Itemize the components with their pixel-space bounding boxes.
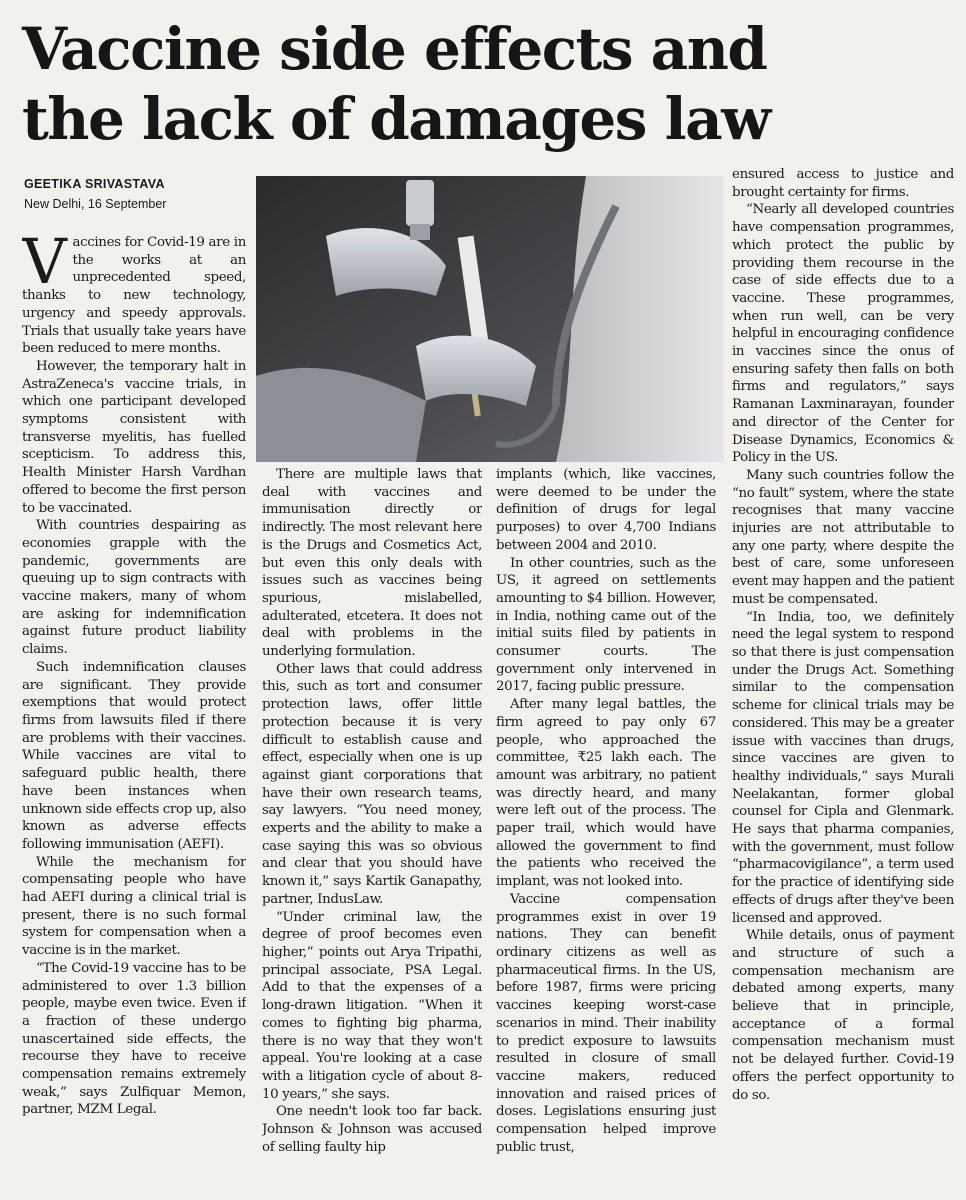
vaccine-syringe-photo [256,176,724,462]
article-paragraph: “Under criminal law, the degree of proof becomes even higher,” points out Arya Tripathi, principal associate, PSA Legal. Add to that the expenses of a long-drawn litigation. “When it comes to fighting big pharma, there is no way that they won't appeal. You're looking at a case with a litigation cycle of about 8-10 years,” she says. [262,909,482,1102]
article-paragraph: Vaccine compensation programmes exist in over 19 nations. They can benefit ordinary citizens as well as pharmaceutical firms. In the US, before 1987, firms were pricing vaccines keeping worst-case scenarios in mind. Their inability to predict exposure to lawsuits resulted in closure of small vaccine makers, reduced innovation and raised prices of doses. Legislations ensuring just compensation helped improve public trust, [496,891,716,1155]
author-name: GEETIKA SRIVASTAVA [24,177,165,191]
article-paragraph: implants (which, like vaccines, were deemed to be under the definition of drugs for legal purposes) to over 4,700 Indians between 2004 and 2010. [496,467,716,553]
article-column-2 [262,466,482,1196]
article-paragraph: While the mechanism for compensating people who have had AEFI during a clinical trial is present, there is no such formal system for compensation when a vaccine is in the market. [22,854,246,959]
article-paragraph: ensured access to justice and brought certainty for firms. [732,167,954,200]
article-paragraph: “In India, too, we definitely need the legal system to respond so that there is just compensation under the Drugs Act. Something similar to the compensation scheme for clinical trials may be considered. This may be a greater issue with vaccines than drugs, since vaccines are given to healthy individuals,” says Murali Neelakantan, former global counsel for Cipla and Glenmark. He says that pharma companies, with the government, must follow “pharmacovigilance”, a term used for the practice of identifying side effects of drugs after they've been licensed and approved. [732,609,954,926]
article-paragraph: Other laws that could address this, such as tort and consumer protection laws, offer little protection because it is very difficult to establish cause and effect, especially when one is up against giant corporations that have their own research teams, say lawyers. “You need money, experts and the ability to make a case saying this was so obvious and clear that you should have known it,” says Kartik Ganapathy, partner, IndusLaw. [262,661,482,907]
article-column-4 [732,166,954,1196]
syringe-photo-icon [256,176,724,462]
article-paragraph: With countries despairing as economies grapple with the pandemic, governments are queuing up to sign contracts with vaccine makers, many of whom are asking for indemnification against future product liability claims. [22,518,246,658]
article-column-3 [496,466,716,1196]
dateline: New Delhi, 16 September [24,197,167,211]
article-paragraph: In other countries, such as the US, it agreed on settlements amounting to $4 billion. However, in India, nothing came out of the initial suits filed by patients in consumer courts. The government only intervened in 2017, facing public pressure. [496,555,716,695]
headline-line-2: the lack of damages law [22,85,770,153]
article-paragraph: However, the temporary halt in AstraZeneca's vaccine trials, in which one participant developed symptoms consistent with transverse myelitis, has fuelled scepticism. To address this, Health Minister Harsh Vardhan offered to become the first person to be vaccinated. [22,358,246,516]
byline [24,174,224,214]
article-paragraph: There are multiple laws that deal with vaccines and immunisation directly or indirectly. The most relevant here is the Drugs and Cosmetics Act, but even this only deals with issues such as vaccines being spurious, mislabelled, adulterated, etcetera. It does not deal with problems in the underlying formulation. [262,467,482,660]
article-paragraph: “Nearly all developed countries have compensation programmes, which protect the public by providing them recourse in the case of side effects due to a vaccine. These programmes, when run well, can be very helpful in encouraging confidence in vaccines since the onus of ensuring safety then falls on both firms and regulators,” says Ramanan Laxminarayan, founder and director of the Center for Disease Dynamics, Economics & Policy in the US. [732,202,954,466]
article-paragraph: Such indemnification clauses are significant. They provide exemptions that would protect firms from lawsuits filed if there are problems with their vaccines. While vaccines are vital to safeguard public health, there have been instances when unknown side effects crop up, also known as adverse effects following immunisation (AEFI). [22,659,246,852]
drop-cap: V [22,234,67,298]
headline-line-1: Vaccine side effects and [22,15,767,83]
article-column-1 [22,234,246,1194]
headline [22,14,952,154]
article-paragraph: “The Covid-19 vaccine has to be administered to over 1.3 billion people, maybe even twice. Even if a fraction of these undergo unascertained side effects, the recourse they have to receive compensation remains extremely weak,” says Zulfiquar Memon, partner, MZM Legal. [22,960,246,1118]
article-paragraph: While details, onus of payment and structure of such a compensation mechanism are debated among experts, many believe that in principle, acceptance of a formal compensation mechanism must not be delayed further. Covid-19 offers the perfect opportunity to do so. [732,928,954,1103]
article-paragraph: Vaccines for Covid-19 are in the works at an unprecedented speed, thanks to new technology, urgency and speedy approvals. Trials that usually take years have been reduced to mere months. [22,234,246,357]
article-paragraph: One needn't look too far back. Johnson & Johnson was accused of selling faulty hip [262,1104,482,1155]
article-paragraph: Many such countries follow the “no fault” system, where the state recognises that many vaccine injuries are not attributable to any one party, where despite the best of care, some unforeseen event may happen and the patient must be compensated. [732,467,954,607]
article-paragraph: After many legal battles, the firm agreed to pay only 67 people, who approached the committee, ₹25 lakh each. The amount was arbitrary, no patient was directly heard, and many were left out of the process. The paper trail, which would have allowed the government to find the patients who received the implant, was not looked into. [496,697,716,890]
